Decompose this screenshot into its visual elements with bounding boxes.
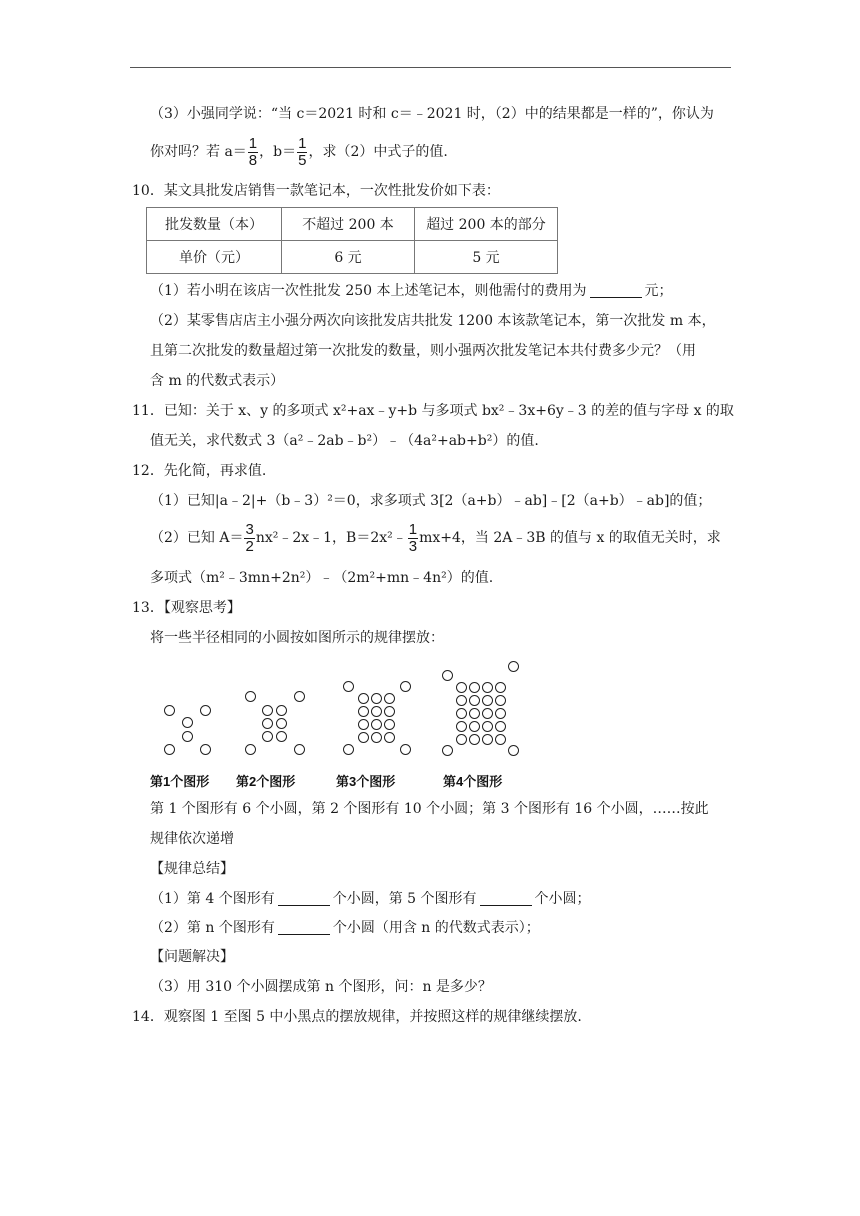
figure-label-2: 第2个图形 <box>236 774 296 789</box>
circle-icon <box>164 705 175 716</box>
q11-line1: 11．已知：关于 x、y 的多项式 x²+ax﹣y+b 与多项式 bx²﹣3x+6y﹣3 的差的值与字母 x 的取 <box>132 403 734 419</box>
circle-icon <box>262 705 273 716</box>
circle-icon <box>358 706 369 717</box>
circle-icon <box>384 693 395 704</box>
fraction-A: $\frac{3}{2}$ <box>245 520 254 555</box>
q10-stem: 10．某文具批发店销售一款笔记本，一次性批发价如下表： <box>132 183 500 199</box>
fraction-b: $\frac{1}{5}$ <box>298 134 307 169</box>
q10-part1: （1）若小明在该店一次性批发 250 本上述笔记本，则他需付的费用为 元； <box>150 283 673 299</box>
circle-icon <box>495 734 506 745</box>
circle-icon <box>358 719 369 730</box>
circle-icon <box>182 717 193 728</box>
circle-icon <box>358 693 369 704</box>
circle-icon <box>508 661 519 672</box>
fraction-a: $\frac{1}{8}$ <box>248 134 258 169</box>
figure-label-3: 第3个图形 <box>336 774 396 789</box>
circle-icon <box>200 744 211 755</box>
circle-icon <box>262 731 273 742</box>
q12-part2-line1: （2）已知 A＝ $\frac{3}{2}$ nx²﹣2x﹣1，B＝2x²﹣ $\frac{1}{3}$ mx+4，当 2A﹣3B 的值与 x 的取值无关时，求 <box>150 520 721 555</box>
q12-part1: （1）已知|a﹣2|+（b﹣3）²＝0，求多项式 3[2（a+b）﹣ab]﹣[2（a+b）﹣ab]的值； <box>150 493 712 509</box>
circle-icon <box>245 744 256 755</box>
q9-part3-line2: 你对吗？若 a＝ $\frac{1}{8}$ ，b＝ $\frac{1}{5}$ ，求（2）中式子的值. <box>150 134 448 169</box>
circle-icon <box>469 708 480 719</box>
circle-icon <box>482 708 493 719</box>
q13-intro: 将一些半径相同的小圆按如图所示的规律摆放： <box>150 630 444 646</box>
circle-icon <box>456 708 467 719</box>
circle-icon <box>343 681 354 692</box>
circle-icon <box>482 695 493 706</box>
q12-part2-line2: 多项式（m²﹣3mn+2n²）﹣（2m²+mn﹣4n²）的值. <box>150 570 494 586</box>
circle-icon <box>262 718 273 729</box>
circle-icon <box>245 691 256 702</box>
circle-icon <box>371 732 382 743</box>
circle-icon <box>164 744 175 755</box>
q10-part2-line2: 且第二次批发的数量超过第一次批发的数量，则小强两次批发笔记本共付费多少元？（用 <box>150 343 696 359</box>
q13-part3: （3）用 310 个小圆摆成第 n 个图形，问：n 是多少？ <box>150 979 492 995</box>
circle-icon <box>400 681 411 692</box>
q12-stem: 12．先化简，再求值. <box>132 463 267 479</box>
circle-icon <box>495 682 506 693</box>
q13-part1: （1）第 4 个图形有 个小圆，第 5 个图形有 个小圆； <box>150 891 591 907</box>
table-cell: 5 元 <box>415 241 558 274</box>
circle-icon <box>276 705 287 716</box>
fraction-B: $\frac{1}{3}$ <box>408 520 418 555</box>
q13-summary-title: 【规律总结】 <box>150 861 234 877</box>
circle-icon <box>400 744 411 755</box>
table-cell: 批发数量（本） <box>147 208 282 241</box>
q9-part3-line1: （3）小强同学说：“当 c＝2021 时和 c＝﹣2021 时，（2）中的结果都是一样的”，你认为 <box>150 106 714 122</box>
circle-icon <box>456 721 467 732</box>
circle-icon <box>495 708 506 719</box>
figure-label-1: 第1个图形 <box>150 774 210 789</box>
table-cell: 单价（元） <box>147 241 282 274</box>
circle-icon <box>482 721 493 732</box>
circle-icon <box>200 705 211 716</box>
answer-blank <box>590 283 642 298</box>
circle-icon <box>384 706 395 717</box>
circle-icon <box>371 693 382 704</box>
q13-desc-line2: 规律依次递增 <box>150 831 234 847</box>
circle-icon <box>294 691 305 702</box>
circle-icon <box>456 682 467 693</box>
circle-icon <box>495 721 506 732</box>
q10-part2-line3: 含 m 的代数式表示） <box>150 373 285 389</box>
circle-icon <box>469 682 480 693</box>
answer-blank <box>278 891 330 906</box>
circle-icon <box>469 734 480 745</box>
circle-icon <box>182 731 193 742</box>
q13-desc-line1: 第 1 个图形有 6 个小圆，第 2 个图形有 10 个小圆；第 3 个图形有 16 个小圆，……按此 <box>150 801 709 817</box>
q10-part2-line1: （2）某零售店店主小强分两次向该批发店共批发 1200 本该款笔记本，第一次批发 m 本， <box>150 313 716 329</box>
table-row <box>147 241 558 274</box>
figure-label-4: 第4个图形 <box>443 774 503 789</box>
table-cell: 不超过 200 本 <box>282 208 415 241</box>
q13-solve-title: 【问题解决】 <box>150 949 234 965</box>
q13-part2: （2）第 n 个图形有 个小圆（用含 n 的代数式表示）； <box>150 920 540 936</box>
q14-stem: 14．观察图 1 至图 5 中小黑点的摆放规律，并按照这样的规律继续摆放. <box>132 1009 582 1025</box>
price-table <box>146 207 558 274</box>
answer-blank <box>480 891 532 906</box>
circle-icon <box>469 721 480 732</box>
circle-icon <box>456 695 467 706</box>
circle-icon <box>508 745 519 756</box>
circle-pattern-figure <box>148 655 528 790</box>
circle-icon <box>442 745 453 756</box>
q11-line2: 值无关，求代数式 3（a²﹣2ab﹣b²）﹣（4a²+ab+b²）的值. <box>150 433 539 449</box>
circle-icon <box>371 706 382 717</box>
answer-blank <box>278 920 330 935</box>
header-rule <box>130 67 731 68</box>
circle-icon <box>276 731 287 742</box>
circle-icon <box>482 682 493 693</box>
table-cell: 超过 200 本的部分 <box>415 208 558 241</box>
circle-icon <box>495 695 506 706</box>
circle-icon <box>294 744 305 755</box>
circle-icon <box>384 732 395 743</box>
circle-icon <box>276 718 287 729</box>
circle-icon <box>469 695 480 706</box>
q13-stem: 13．【观察思考】 <box>132 600 241 616</box>
circle-icon <box>442 670 453 681</box>
table-cell: 6 元 <box>282 241 415 274</box>
circle-icon <box>343 744 354 755</box>
circle-icon <box>456 734 467 745</box>
circle-icon <box>482 734 493 745</box>
circle-icon <box>358 732 369 743</box>
table-header-row <box>147 208 558 241</box>
circle-icon <box>384 719 395 730</box>
circle-icon <box>371 719 382 730</box>
